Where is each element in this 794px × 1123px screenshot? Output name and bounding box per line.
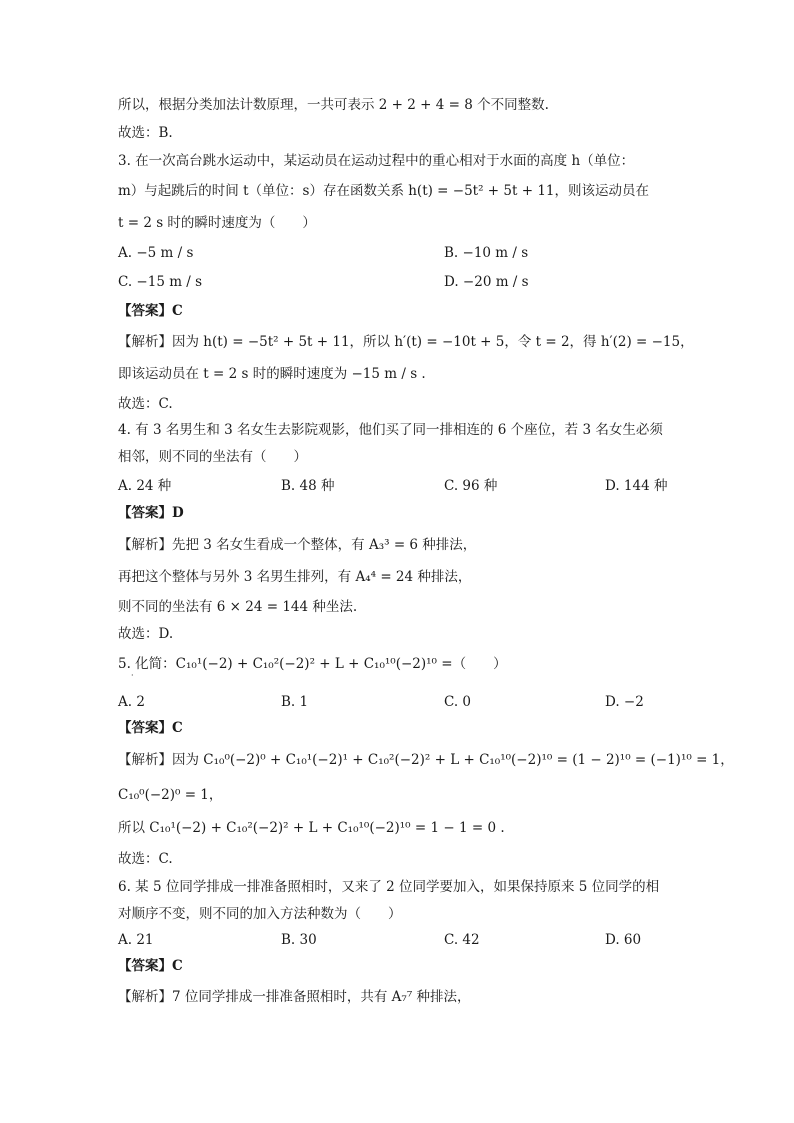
question-6-line-1: 6. 某 5 位同学排成一排准备照相时，又来了 2 位同学要加入，如果保持原来 5 位同学的相: [118, 879, 660, 895]
question-6-line-2: 对顺序不变，则不同的加入方法种数为（ ）: [118, 906, 402, 922]
question-5-option-a: A. 2: [118, 694, 145, 710]
question-6-option-c: C. 42: [444, 932, 480, 948]
question-3-analysis-2: 即该运动员在 t = 2 s 时的瞬时速度为 −15 m / s .: [118, 366, 426, 382]
question-5-analysis-3: 所以 C₁₀¹(−2) + C₁₀²(−2)² + L + C₁₀¹⁰(−2)¹⁰ = 1 − 1 = 0 .: [118, 820, 505, 836]
question-5-analysis-2: C₁₀⁰(−2)⁰ = 1，: [118, 787, 223, 803]
question-3-analysis-1: 【解析】因为 h(t) = −5t² + 5t + 11，所以 h′(t) = −10t + 5，令 t = 2，得 h′(2) = −15，: [118, 334, 694, 350]
question-5-answer: 【答案】C: [118, 720, 183, 736]
question-3-select: 故选：C.: [118, 396, 173, 412]
question-3-line-1: 3. 在一次高台跳水运动中，某运动员在运动过程中的重心相对于水面的高度 h（单位：: [118, 153, 635, 169]
question-3-line-2: m）与起跳后的时间 t（单位：s）存在函数关系 h(t) = −5t² + 5t + 11，则该运动员在: [118, 183, 650, 199]
question-5-option-d: D. −2: [605, 694, 644, 710]
question-5-option-c: C. 0: [444, 694, 472, 710]
question-6-option-d: D. 60: [605, 932, 642, 948]
question-4-analysis-1: 【解析】先把 3 名女生看成一个整体，有 A₃³ = 6 种排法，: [118, 537, 477, 553]
question-6-option-b: B. 30: [281, 932, 317, 948]
question-3-answer: 【答案】C: [118, 303, 183, 319]
select-line: 故选：B.: [118, 125, 173, 141]
question-5-select: 故选：C.: [118, 851, 173, 867]
question-4-analysis-3: 则不同的坐法有 6 × 24 = 144 种坐法.: [118, 599, 358, 615]
question-4-option-a: A. 24 种: [118, 478, 172, 494]
stray-dot-mark: ·: [131, 671, 134, 680]
question-5-option-b: B. 1: [281, 694, 309, 710]
question-3-option-d: D. −20 m / s: [444, 274, 529, 290]
question-4-option-d: D. 144 种: [605, 478, 668, 494]
question-5-analysis-1: 【解析】因为 C₁₀⁰(−2)⁰ + C₁₀¹(−2)¹ + C₁₀²(−2)² + L + C₁₀¹⁰(−2)¹⁰ = (1 − 2)¹⁰ = (−1)¹⁰ = 1，: [118, 752, 734, 768]
question-4-analysis-2: 再把这个整体与另外 3 名男生排列，有 A₄⁴ = 24 种排法，: [118, 569, 472, 585]
question-4-option-c: C. 96 种: [444, 478, 498, 494]
question-3-option-b: B. −10 m / s: [444, 245, 529, 261]
question-6-answer: 【答案】C: [118, 958, 183, 974]
text-line-intro: 所以，根据分类加法计数原理，一共可表示 2 + 2 + 4 = 8 个不同整数.: [118, 97, 549, 113]
question-5-line-1: 5. 化简：C₁₀¹(−2) + C₁₀²(−2)² + L + C₁₀¹⁰(−2)¹⁰ =（ ）: [118, 656, 507, 672]
question-3-line-3: t = 2 s 时的瞬时速度为（ ）: [118, 215, 316, 231]
question-3-option-a: A. −5 m / s: [118, 245, 194, 261]
question-4-answer: 【答案】D: [118, 505, 184, 521]
question-4-select: 故选：D.: [118, 626, 174, 642]
question-4-line-1: 4. 有 3 名男生和 3 名女生去影院观影，他们买了同一排相连的 6 个座位，若 3 名女生必须: [118, 422, 663, 438]
question-4-option-b: B. 48 种: [281, 478, 335, 494]
question-6-analysis-1: 【解析】7 位同学排成一排准备照相时，共有 A₇⁷ 种排法，: [118, 989, 471, 1005]
question-4-line-2: 相邻，则不同的坐法有（ ）: [118, 449, 307, 465]
question-6-option-a: A. 21: [118, 932, 154, 948]
question-3-option-c: C. −15 m / s: [118, 274, 203, 290]
